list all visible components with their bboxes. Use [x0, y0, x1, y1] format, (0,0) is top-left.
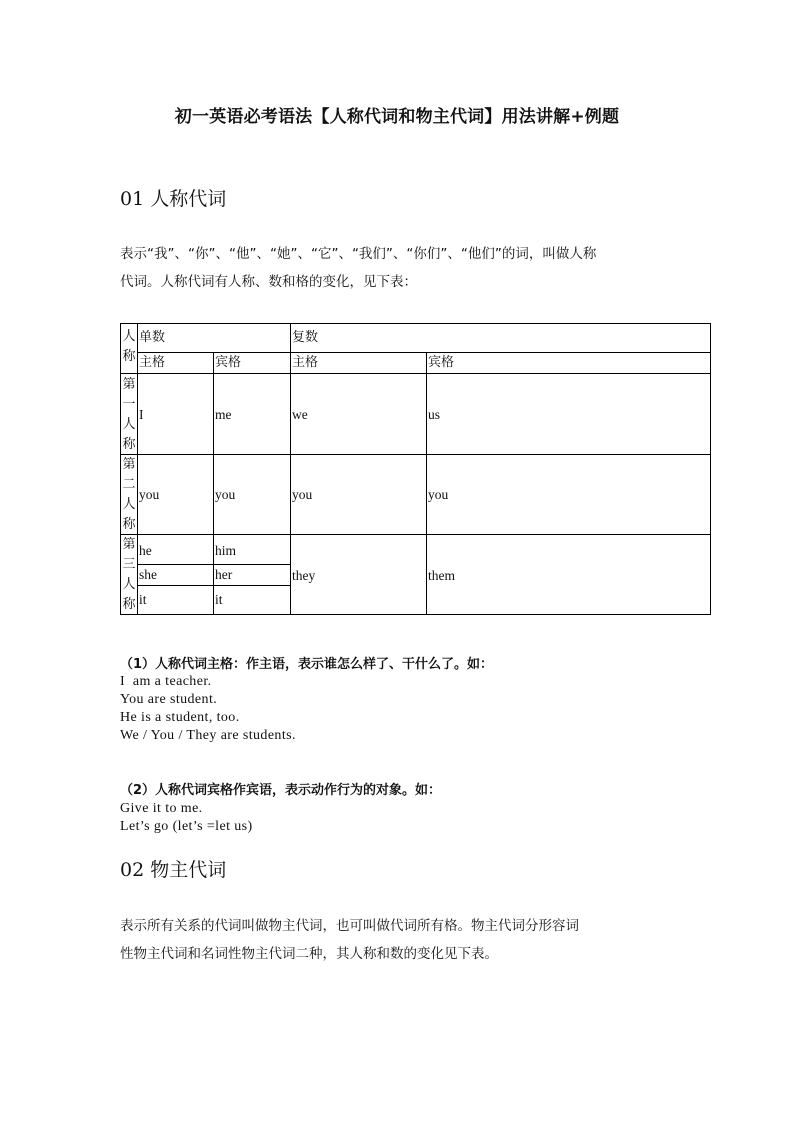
- intro-paragraph-1: [120, 240, 680, 296]
- table-cell: you: [139, 487, 160, 502]
- char: 称: [122, 517, 136, 532]
- text-line: 代词。人称代词有人称、数和格的变化，见下表：: [120, 274, 417, 290]
- char: 第: [122, 377, 136, 392]
- table-cell: them: [428, 568, 455, 583]
- char: 人: [122, 329, 136, 344]
- table-cell: her: [215, 567, 233, 582]
- example-line: We / You / They are students.: [120, 728, 296, 743]
- table-cell: him: [215, 543, 237, 558]
- text-line: 表示所有关系的代词叫做物主代词，也可叫做代词所有格。物主代词分形容词: [120, 918, 579, 934]
- char: 人: [122, 417, 136, 432]
- char: 称: [122, 437, 136, 452]
- row-label-second-person: [120, 455, 138, 535]
- header-subject-plural: 主格: [292, 355, 319, 370]
- table-cell: he: [139, 543, 152, 558]
- subheading-1: （1）人称代词主格：作主语，表示谁怎么样了、干什么了。如：: [120, 657, 494, 672]
- header-subject-singular: 主格: [139, 355, 166, 370]
- table-rule: [120, 373, 711, 374]
- table-cell: she: [139, 567, 157, 582]
- section-number: 01: [120, 188, 145, 210]
- text-line: 表示“我”、“你”、“他”、“她”、“它”、“我们”、“你们”、“他们”的词，叫做人称: [120, 246, 597, 262]
- table-cell: they: [292, 568, 316, 583]
- table-cell: we: [292, 407, 308, 422]
- personal-pronoun-table: [120, 323, 711, 615]
- table-rule: [120, 534, 711, 535]
- subheading-2: （2）人称代词宾格作宾语，表示动作行为的对象。如：: [120, 783, 442, 798]
- example-line: Let’s go (let’s =let us): [120, 819, 253, 834]
- header-object-singular: 宾格: [215, 355, 242, 370]
- table-rule: [426, 352, 427, 615]
- table-rule: [137, 352, 711, 353]
- table-rule: [710, 323, 711, 615]
- table-rule: [120, 614, 711, 615]
- header-plural: 复数: [292, 330, 319, 345]
- char: 第: [122, 457, 136, 472]
- char: 第: [122, 537, 136, 552]
- char: 称: [122, 597, 136, 612]
- table-cell: us: [428, 407, 441, 422]
- table-cell: you: [428, 487, 449, 502]
- table-cell: you: [215, 487, 236, 502]
- section-name: 人称代词: [150, 188, 227, 210]
- char: 人: [122, 577, 136, 592]
- header-person: [120, 327, 138, 367]
- text-line: 性物主代词和名词性物主代词二种，其人称和数的变化见下表。: [120, 946, 498, 962]
- table-rule: [120, 454, 711, 455]
- char: 三: [122, 557, 136, 572]
- intro-paragraph-2: [120, 912, 680, 968]
- section-heading-1: [120, 184, 226, 211]
- example-block-2: [120, 800, 253, 836]
- char: 人: [122, 497, 136, 512]
- char: 称: [122, 349, 136, 364]
- example-line: Give it to me.: [120, 801, 203, 816]
- document-title: 初一英语必考语法【人称代词和物主代词】用法讲解+例题: [174, 107, 620, 127]
- char: 一: [122, 397, 136, 412]
- header-singular: 单数: [139, 330, 166, 345]
- table-cell: me: [215, 407, 232, 422]
- section-number: 02: [120, 859, 145, 881]
- table-cell: it: [139, 592, 147, 607]
- example-line: I am a teacher.: [120, 674, 212, 689]
- char: 二: [122, 477, 136, 492]
- row-label-first-person: [120, 375, 138, 455]
- section-heading-2: [120, 855, 226, 882]
- table-cell: you: [292, 487, 313, 502]
- row-label-third-person: [120, 535, 138, 615]
- table-cell: I: [139, 407, 144, 422]
- section-name: 物主代词: [150, 859, 227, 881]
- example-block-1: [120, 673, 296, 745]
- example-line: You are student.: [120, 692, 218, 707]
- example-line: He is a student, too.: [120, 710, 240, 725]
- header-object-plural: 宾格: [428, 355, 455, 370]
- table-rule: [213, 352, 214, 615]
- table-rule: [120, 323, 711, 324]
- table-rule: [290, 323, 291, 615]
- table-cell: it: [215, 592, 223, 607]
